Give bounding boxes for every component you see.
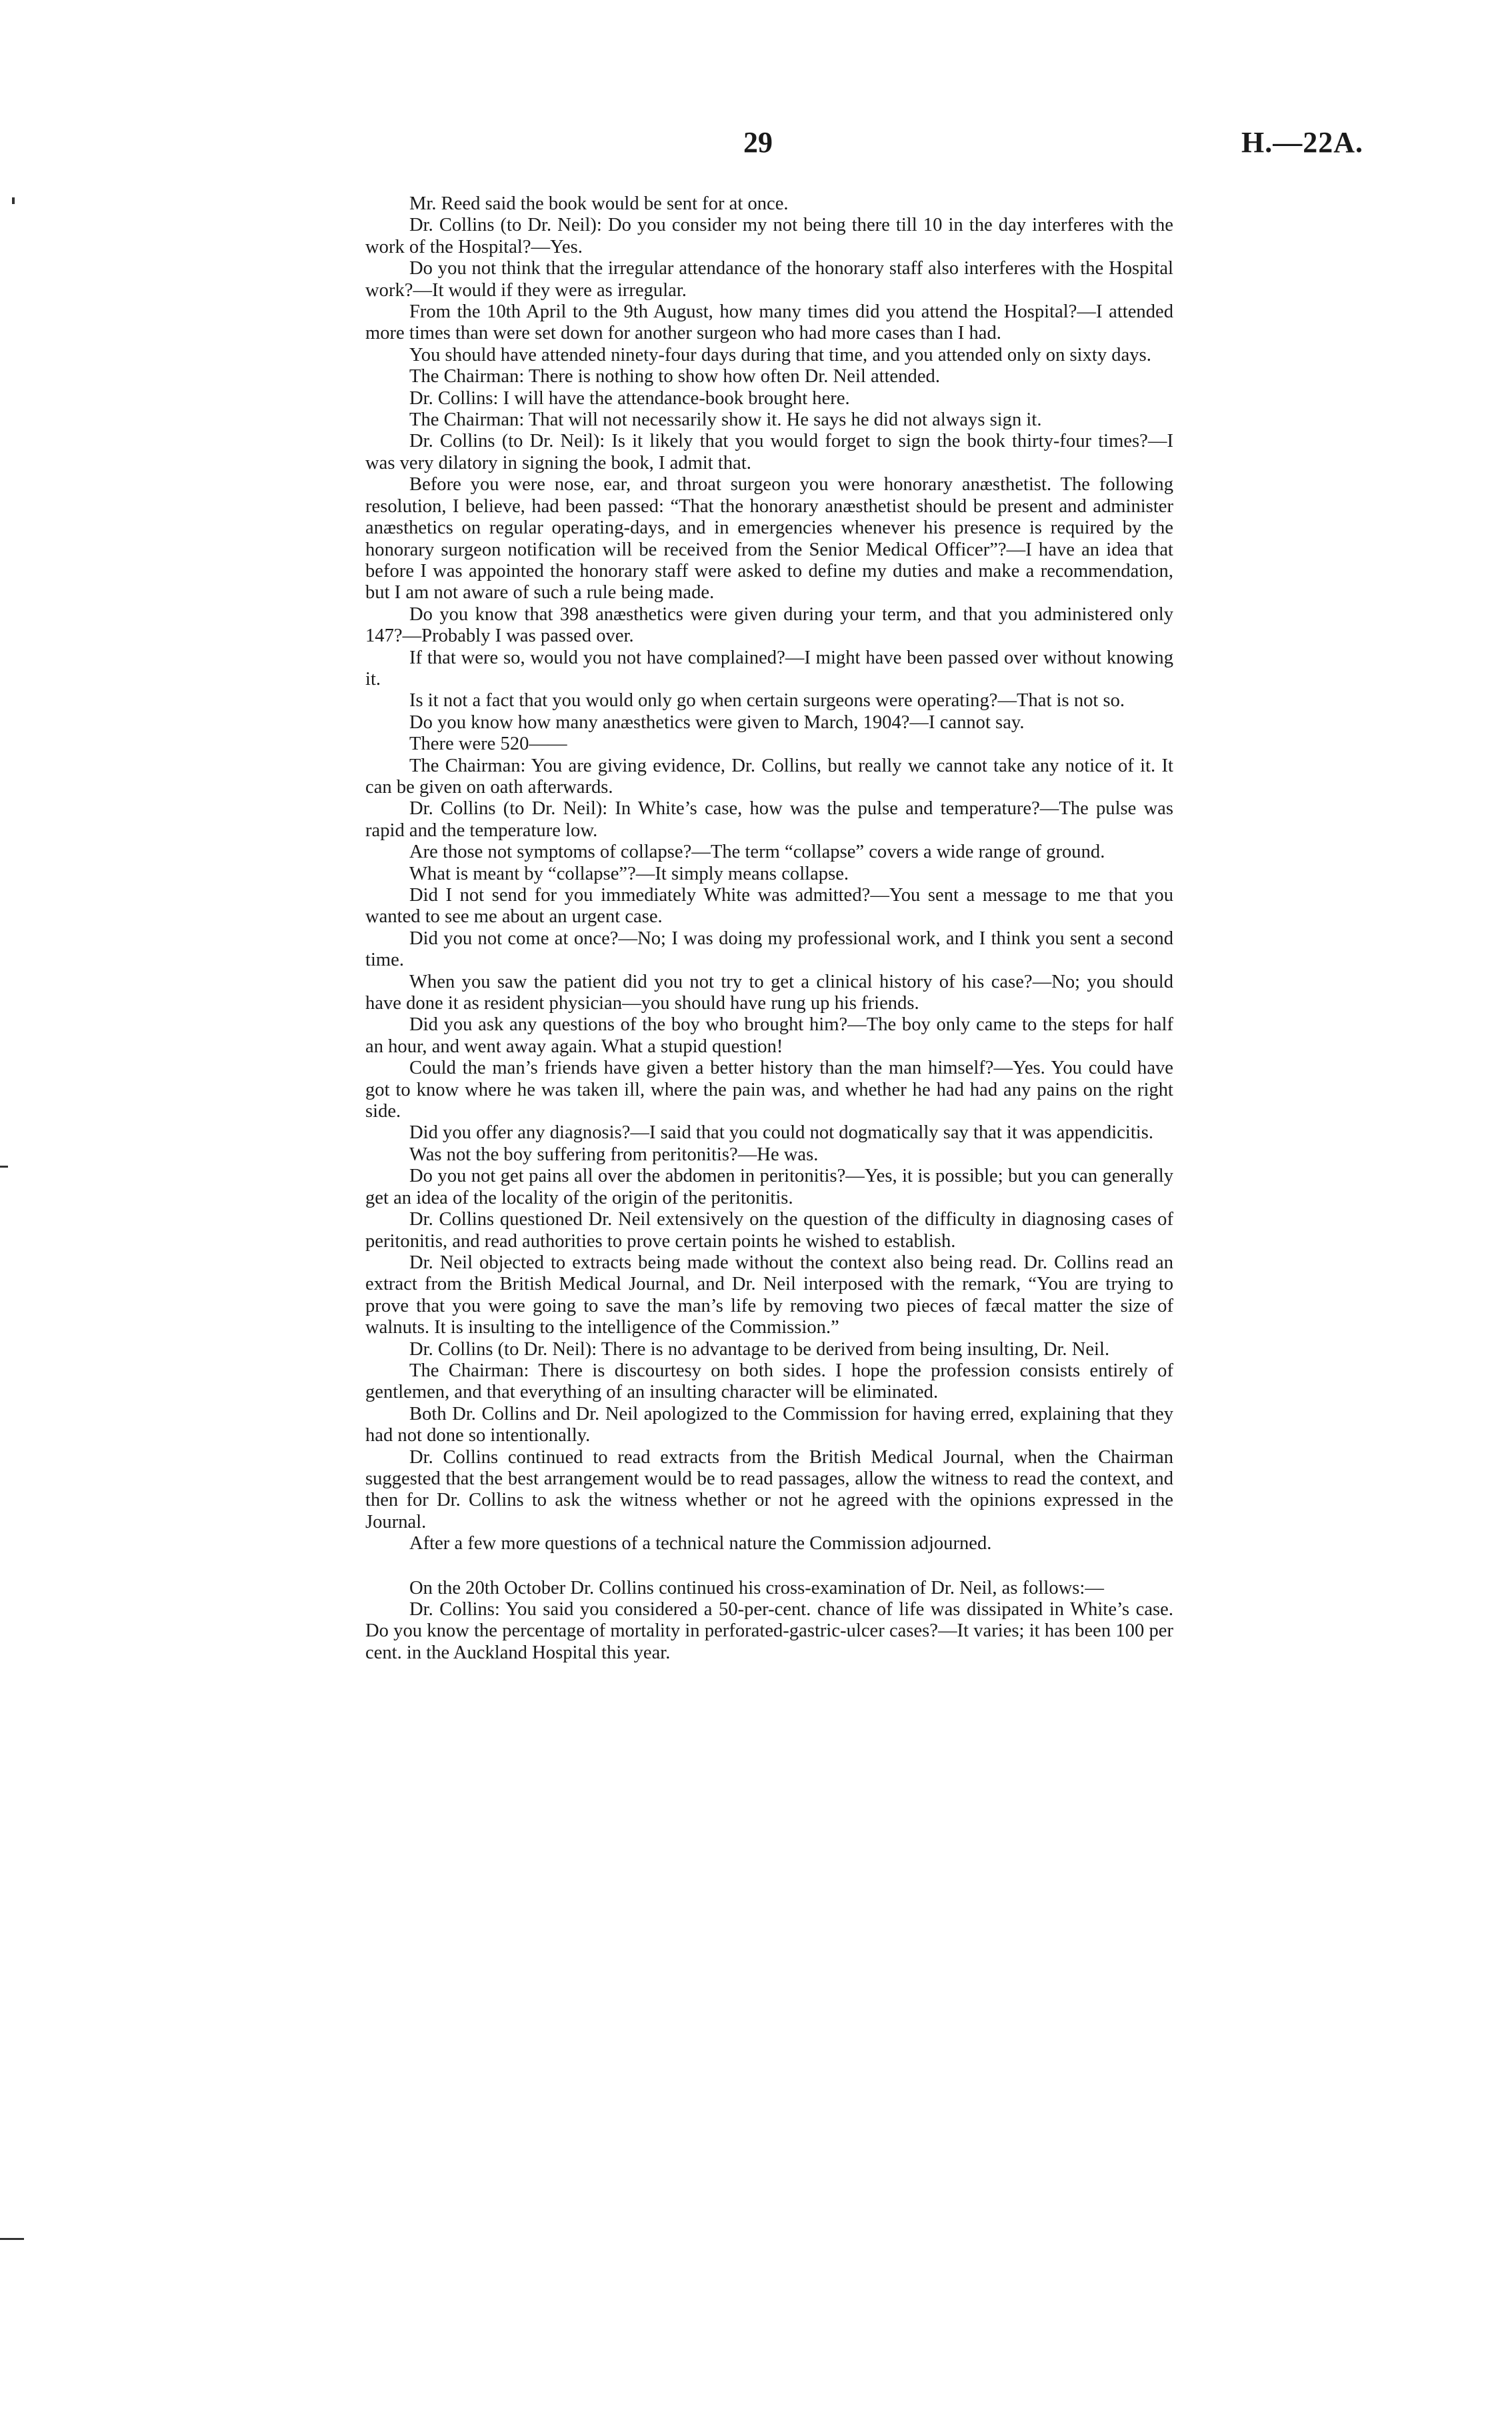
paragraph: You should have attended ninety-four days during that time, and you attended only on sixty days. [409,344,1151,365]
scan-mark [0,2238,24,2240]
paragraph: Are those not symptoms of collapse?—The term “collapse” covers a wide range of ground. [409,842,1105,863]
scan-mark [12,197,15,204]
paragraph: Dr. Collins: You said you considered a 50-per-cent. chance of life was dissipated in White’s case. Do you know the percentage of mortality in perforated-gastric-ulcer cases?—It varies; it has been 100 per cent. in the Auckland Hospital this year. [365,1599,1173,1663]
paragraph: Dr. Collins (to Dr. Neil): In White’s case, how was the pulse and temperature?—The pulse was rapid and the temperature low. [365,798,1173,841]
paragraph: The Chairman: There is discourtesy on both sides. I hope the profession consists entirely of gentlemen, and that everything of an insulting character will be eliminated. [365,1360,1173,1403]
paragraph: Mr. Reed said the book would be sent for at once. [409,193,789,214]
paragraph: Is it not a fact that you would only go when certain surgeons were operating?—That is not so. [409,690,1125,712]
paragraph: Did you offer any diagnosis?—I said that you could not dogmatically say that it was appendicitis. [409,1122,1153,1144]
paragraph: If that were so, would you not have complained?—I might have been passed over without knowing it. [365,647,1173,690]
body-text [365,193,1173,1664]
paragraph: After a few more questions of a technical nature the Commission adjourned. [409,1533,992,1554]
paragraph: Dr. Collins (to Dr. Neil): Is it likely that you would forget to sign the book thirty-four times?—I was very dilatory in signing the book, I admit that. [365,431,1173,473]
paragraph: Do you know how many anæsthetics were given to March, 1904?—I cannot say. [409,712,1025,733]
paragraph: Could the man’s friends have given a better history than the man himself?—Yes. You could have got to know where he was taken ill, where the pain was, and whether he had had any pains on the right side. [365,1058,1173,1122]
paragraph: On the 20th October Dr. Collins continued his cross-examination of Dr. Neil, as follows:— [409,1577,1104,1598]
paragraph: Both Dr. Collins and Dr. Neil apologized to the Commission for having erred, explaining that they had not done so intentionally. [365,1403,1173,1446]
page-number: 29 [743,126,773,159]
paragraph: Was not the boy suffering from peritonitis?—He was. [409,1144,819,1165]
paragraph: What is meant by “collapse”?—It simply means collapse. [409,863,849,884]
paragraph: The Chairman: There is nothing to show how often Dr. Neil attended. [409,366,940,387]
paragraph: The Chairman: That will not necessarily show it. He says he did not always sign it. [409,409,1042,431]
paragraph: Do you not think that the irregular attendance of the honorary staff also interferes with the Hospital work?—It would if they were as irregular. [365,258,1173,301]
paragraph: The Chairman: You are giving evidence, Dr. Collins, but really we cannot take any notice of it. It can be given on oath afterwards. [365,755,1173,798]
scan-mark [0,1166,8,1168]
document-reference: H.—22A. [1241,126,1363,159]
paragraph: Dr. Collins continued to read extracts from the British Medical Journal, when the Chairman suggested that the best arrangement would be to read passages, allow the witness to read the context, and then for Dr. Collins to ask the witness whether or not he agreed with the opinions expressed in the Journal. [365,1446,1173,1532]
paragraph: Did you ask any questions of the boy who brought him?—The boy only came to the steps for half an hour, and went away again. What a stupid question! [365,1014,1173,1057]
paragraph: Did I not send for you immediately White was admitted?—You sent a message to me that you wanted to see me about an urgent case. [365,885,1173,928]
paragraph: Dr. Collins (to Dr. Neil): Do you consider my not being there till 10 in the day interferes with the work of the Hospital?—Yes. [365,215,1173,257]
paragraph: Did you not come at once?—No; I was doing my professional work, and I think you sent a second time. [365,928,1173,971]
paragraph: Before you were nose, ear, and throat surgeon you were honorary anæsthetist. The following resolution, I believe, had been passed: “That the honorary anæsthetist should be present and administer anæsthetics on regular operating-days, and in emergencies whenever his presence is required by the honorary surgeon notification will be received from the Senior Medical Officer”?—I have an idea that before I was appointed the honorary staff were asked to define my duties and make a recommendation, but I am not aware of such a rule being made. [365,474,1173,603]
paragraph: From the 10th April to the 9th August, how many times did you attend the Hospital?—I attended more times than were set down for another surgeon who had more cases than I had. [365,301,1173,344]
paragraph: There were 520—— [409,734,567,755]
paragraph: Dr. Collins (to Dr. Neil): There is no advantage to be derived from being insulting, Dr. Neil. [409,1338,1110,1360]
paragraph: Do you not get pains all over the abdomen in peritonitis?—Yes, it is possible; but you can generally get an idea of the locality of the origin of the peritonitis. [365,1166,1173,1208]
paragraph: Do you know that 398 anæsthetics were given during your term, and that you administered only 147?—Probably I was passed over. [365,603,1173,647]
paragraph: Dr. Collins questioned Dr. Neil extensively on the question of the difficulty in diagnosing cases of peritonitis, and read authorities to prove certain points he wished to establish. [365,1209,1173,1252]
paragraph: Dr. Neil objected to extracts being made without the context also being read. Dr. Collins read an extract from the British Medical Journal, and Dr. Neil interposed with the remark, “You are trying to prove that you were going to save the man’s life by removing two pieces of fæcal matter the size of walnuts. It is insulting to the intelligence of the Commission.” [365,1252,1173,1338]
paragraph: Dr. Collins: I will have the attendance-book brought here. [409,387,850,409]
paragraph: When you saw the patient did you not try to get a clinical history of his case?—No; you should have done it as resident physician—you should have rung up his friends. [365,971,1173,1014]
